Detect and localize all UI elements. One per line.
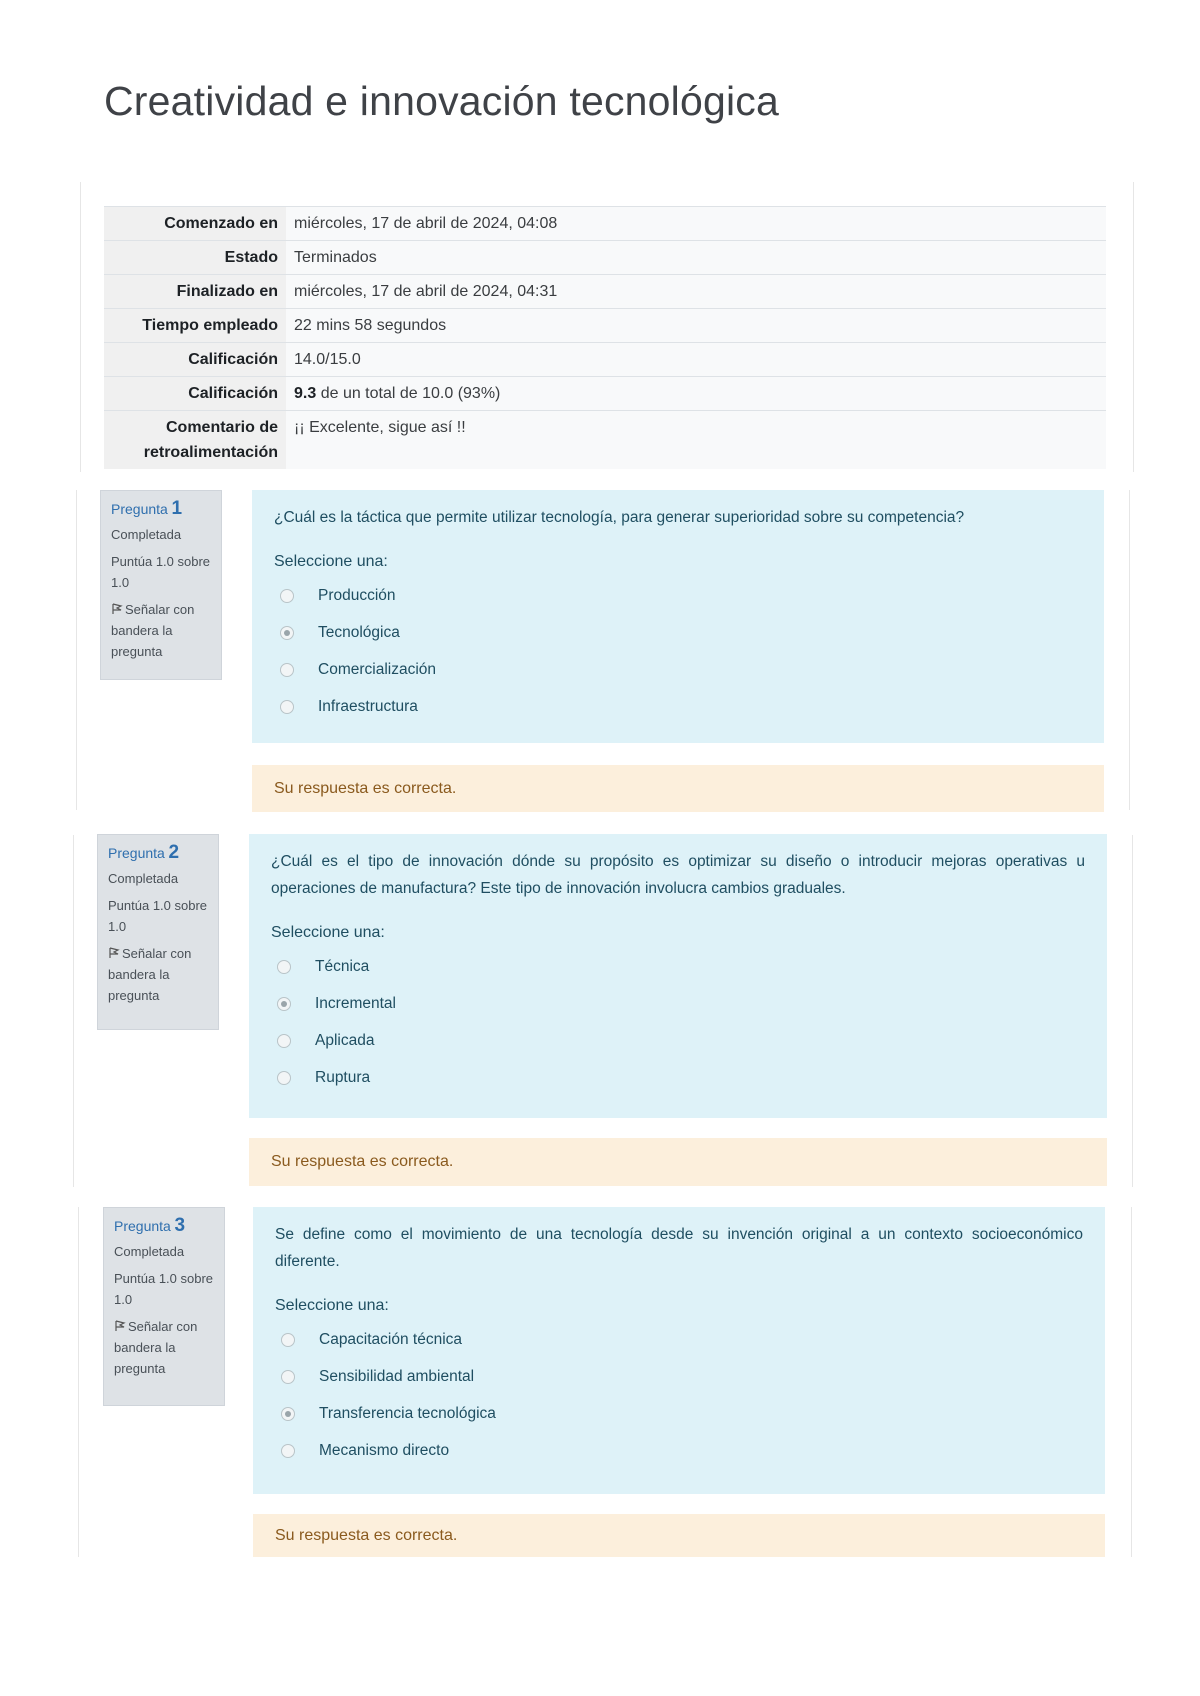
option-label: Producción bbox=[318, 586, 396, 604]
option-label: Infraestructura bbox=[318, 697, 418, 715]
radio-button[interactable] bbox=[277, 1034, 291, 1048]
grade-total: de un total de 10.0 (93%) bbox=[316, 385, 501, 402]
option-label: Mecanismo directo bbox=[319, 1441, 450, 1459]
summary-label: Estado bbox=[104, 241, 286, 275]
answer-option[interactable] bbox=[271, 985, 1085, 1022]
question-state: Completada bbox=[108, 871, 179, 886]
summary-row-state bbox=[104, 241, 1106, 275]
grade-value: 9.3 bbox=[294, 385, 317, 402]
flag-label: Señalar con bandera la pregunta bbox=[111, 602, 195, 659]
summary-label: Tiempo empleado bbox=[104, 309, 286, 343]
flag-question-link[interactable] bbox=[114, 1316, 214, 1379]
answer-option[interactable] bbox=[274, 688, 1082, 725]
summary-value: 14.0/15.0 bbox=[286, 343, 1106, 377]
answer-options bbox=[275, 1321, 1083, 1469]
question-text: ¿Cuál es la táctica que permite utilizar tecnología, para generar superioridad sobre su competencia? bbox=[274, 509, 965, 526]
option-label: Tecnológica bbox=[318, 623, 400, 641]
answer-option[interactable] bbox=[275, 1321, 1083, 1358]
page-title: Creatividad e innovación tecnológica bbox=[104, 78, 780, 124]
radio-button-selected[interactable] bbox=[281, 1407, 295, 1421]
option-label: Capacitación técnica bbox=[319, 1330, 463, 1348]
radio-button-selected[interactable] bbox=[280, 626, 294, 640]
summary-value: miércoles, 17 de abril de 2024, 04:31 bbox=[286, 275, 1106, 309]
answer-option[interactable] bbox=[271, 948, 1085, 985]
radio-button[interactable] bbox=[280, 589, 294, 603]
question-grade: Puntúa 1.0 sobre 1.0 bbox=[108, 898, 208, 934]
option-label: Transferencia tecnológica bbox=[319, 1404, 496, 1422]
summary-row-marks bbox=[104, 343, 1106, 377]
answer-option[interactable] bbox=[275, 1358, 1083, 1395]
question-1-feedback: Su respuesta es correcta. bbox=[252, 765, 1104, 812]
summary-row-finished bbox=[104, 275, 1106, 309]
question-text: Se define como el movimiento de una tecnología desde su invención original a un contexto socioeconómico diferente. bbox=[275, 1226, 1083, 1270]
answer-options bbox=[271, 948, 1085, 1096]
question-label: Pregunta bbox=[108, 845, 165, 861]
question-state: Completada bbox=[111, 527, 182, 542]
question-number: 3 bbox=[174, 1215, 186, 1236]
summary-row-feedback bbox=[104, 411, 1106, 470]
flag-label: Señalar con bandera la pregunta bbox=[108, 946, 192, 1003]
radio-button[interactable] bbox=[277, 960, 291, 974]
radio-button[interactable] bbox=[280, 663, 294, 677]
summary-value: miércoles, 17 de abril de 2024, 04:08 bbox=[286, 207, 1106, 241]
answer-prompt: Seleccione una: bbox=[275, 1297, 389, 1314]
question-state: Completada bbox=[114, 1244, 185, 1259]
option-label: Técnica bbox=[315, 957, 370, 975]
summary-row-started bbox=[104, 207, 1106, 241]
summary-label: Calificación bbox=[104, 377, 286, 411]
question-text: ¿Cuál es el tipo de innovación dónde su propósito es optimizar su diseño o introducir mejoras operativas u operaciones de manufactura? Este tipo de innovación involucra cambios graduales. bbox=[271, 853, 1085, 897]
summary-value bbox=[286, 377, 1106, 411]
question-number: 2 bbox=[168, 842, 180, 863]
radio-button-selected[interactable] bbox=[277, 997, 291, 1011]
summary-row-time-taken bbox=[104, 309, 1106, 343]
flag-icon bbox=[114, 1320, 126, 1332]
question-2-feedback: Su respuesta es correcta. bbox=[249, 1138, 1107, 1186]
question-1-content bbox=[252, 490, 1104, 743]
question-2-info bbox=[97, 834, 219, 1030]
summary-label: Comenzado en bbox=[104, 207, 286, 241]
radio-button[interactable] bbox=[281, 1444, 295, 1458]
option-label: Aplicada bbox=[315, 1031, 375, 1049]
option-label: Sensibilidad ambiental bbox=[319, 1367, 475, 1385]
flag-label: Señalar con bandera la pregunta bbox=[114, 1319, 198, 1376]
option-label: Ruptura bbox=[315, 1068, 371, 1086]
option-label: Incremental bbox=[315, 994, 396, 1012]
flag-icon bbox=[108, 947, 120, 959]
answer-option[interactable] bbox=[274, 651, 1082, 688]
question-3-feedback: Su respuesta es correcta. bbox=[253, 1514, 1105, 1557]
flag-question-link[interactable] bbox=[111, 599, 211, 662]
question-number: 1 bbox=[171, 498, 183, 519]
summary-label: Calificación bbox=[104, 343, 286, 377]
flag-question-link[interactable] bbox=[108, 943, 208, 1006]
question-1-info bbox=[100, 490, 222, 680]
answer-option[interactable] bbox=[275, 1395, 1083, 1432]
radio-button[interactable] bbox=[280, 700, 294, 714]
question-grade: Puntúa 1.0 sobre 1.0 bbox=[114, 1271, 214, 1307]
summary-value: 22 mins 58 segundos bbox=[286, 309, 1106, 343]
question-grade: Puntúa 1.0 sobre 1.0 bbox=[111, 554, 211, 590]
question-3-content bbox=[253, 1207, 1105, 1494]
summary-label: Comentario de retroalimentación bbox=[104, 411, 286, 470]
answer-option[interactable] bbox=[275, 1432, 1083, 1469]
question-label: Pregunta bbox=[114, 1218, 171, 1234]
radio-button[interactable] bbox=[277, 1071, 291, 1085]
answer-option[interactable] bbox=[274, 577, 1082, 614]
attempt-summary-table bbox=[104, 206, 1106, 469]
summary-row-grade bbox=[104, 377, 1106, 411]
answer-options bbox=[274, 577, 1082, 725]
question-2-content bbox=[249, 834, 1107, 1118]
summary-value: Terminados bbox=[286, 241, 1106, 275]
question-label: Pregunta bbox=[111, 501, 168, 517]
question-3-info bbox=[103, 1207, 225, 1406]
option-label: Comercialización bbox=[318, 660, 437, 678]
answer-option[interactable] bbox=[271, 1059, 1085, 1096]
answer-option[interactable] bbox=[274, 614, 1082, 651]
summary-value: ¡¡ Excelente, sigue así !! bbox=[286, 411, 1106, 470]
radio-button[interactable] bbox=[281, 1370, 295, 1384]
answer-option[interactable] bbox=[271, 1022, 1085, 1059]
answer-prompt: Seleccione una: bbox=[274, 553, 388, 570]
radio-button[interactable] bbox=[281, 1333, 295, 1347]
summary-label: Finalizado en bbox=[104, 275, 286, 309]
flag-icon bbox=[111, 603, 123, 615]
answer-prompt: Seleccione una: bbox=[271, 924, 385, 941]
